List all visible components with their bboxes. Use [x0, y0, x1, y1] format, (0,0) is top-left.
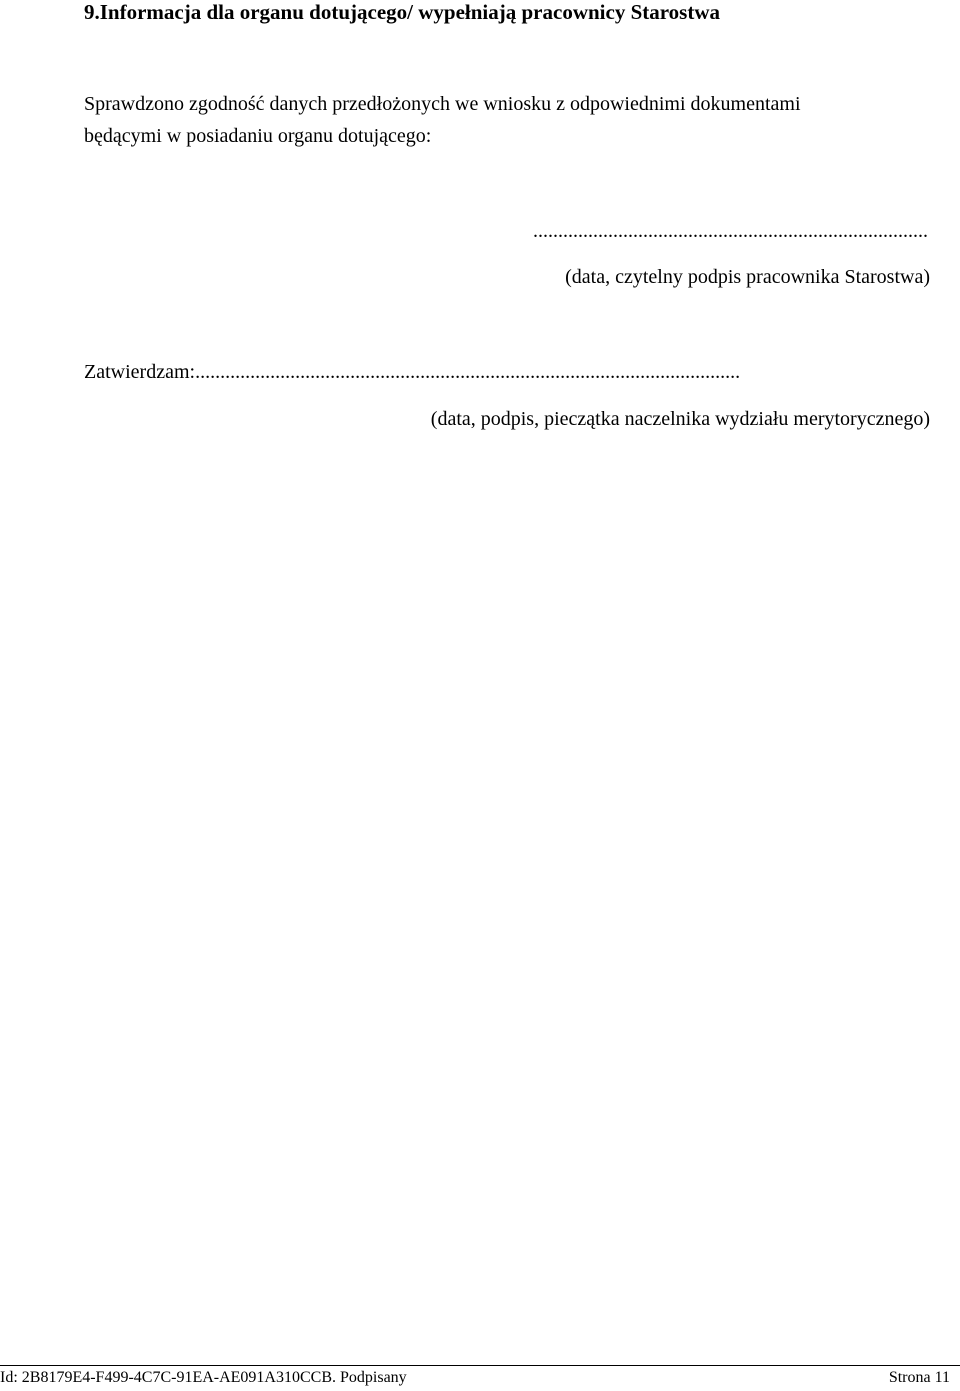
- approval-caption: (data, podpis, pieczątka naczelnika wydziału merytorycznego): [430, 408, 930, 430]
- worker-signature-caption: (data, czytelny podpis pracownika Starostwa): [565, 266, 930, 288]
- worker-signature-line: ...............................................................................: [533, 220, 928, 242]
- page-footer: [0, 1365, 960, 1391]
- document-id: Id: 2B8179E4-F499-4C7C-91EA-AE091A310CCB. Podpisany: [0, 1369, 407, 1386]
- approval-signature-line: .............................................................................................................: [195, 361, 741, 383]
- page-number: Strona 11: [888, 1369, 950, 1386]
- approval-label: Zatwierdzam:: [84, 361, 196, 383]
- section-heading: 9.Informacja dla organu dotującego/ wypełniają pracownicy Starostwa: [84, 0, 721, 24]
- verification-text-line-2: będącymi w posiadaniu organu dotującego:: [84, 125, 432, 147]
- verification-text-line-1: Sprawdzono zgodność danych przedłożonych we wniosku z odpowiednimi dokumentami: [84, 93, 801, 115]
- approval-row: [84, 360, 928, 384]
